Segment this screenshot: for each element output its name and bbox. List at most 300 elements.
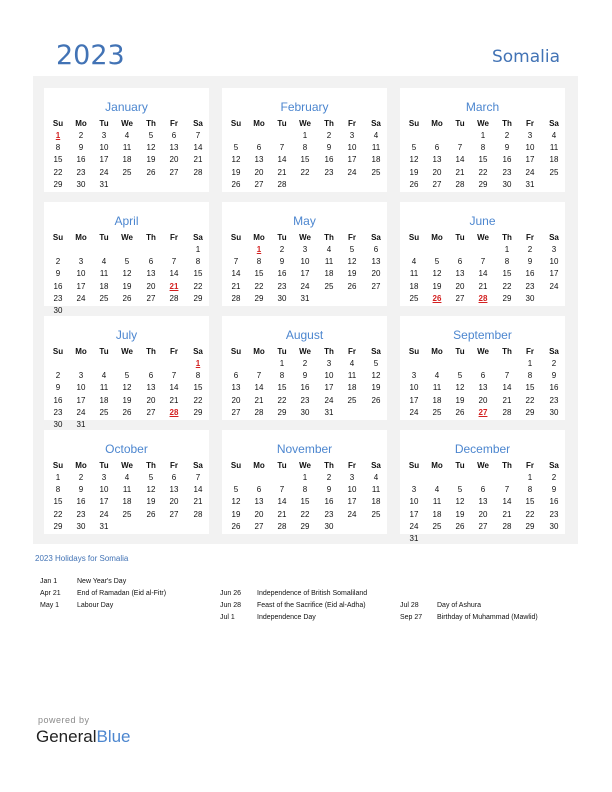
country-title: Somalia (491, 47, 560, 67)
day-cell: 14 (169, 269, 179, 279)
weekday-label: Tu (455, 461, 465, 470)
day-cell: 7 (256, 371, 262, 381)
day-cell: 22 (300, 167, 310, 177)
day-cell: 8 (480, 143, 486, 153)
day-cell: 4 (326, 245, 332, 254)
day-cell: 28 (193, 167, 203, 177)
weekday-label: Fr (526, 347, 534, 356)
weekday-label: Sa (193, 119, 203, 128)
weekday-label: Mo (431, 119, 443, 128)
weekday-header (222, 346, 387, 358)
day-cell: 29 (53, 179, 63, 189)
day-cell: 7 (171, 371, 177, 381)
day-cell: 10 (76, 383, 86, 393)
day-cell: 13 (146, 269, 156, 279)
month-september (400, 316, 565, 420)
day-cell: 23 (549, 509, 559, 519)
weekday-label: Tu (277, 233, 287, 242)
weekday-header (222, 232, 387, 244)
day-cell: 10 (525, 143, 535, 153)
weekday-label: Th (502, 461, 512, 470)
holiday-date: Jun 26 (220, 590, 242, 597)
day-cell: 1 (527, 473, 533, 482)
day-cell: 15 (502, 269, 512, 279)
weekday-label: Tu (99, 347, 109, 356)
day-cell: 1 (302, 131, 308, 140)
day-cell: 13 (478, 383, 488, 393)
day-cell: 5 (124, 257, 130, 267)
day-cell: 7 (195, 473, 201, 482)
day-cell: 1 (504, 245, 510, 254)
weekday-label: Th (324, 233, 334, 242)
day-cell: 11 (99, 269, 109, 279)
weekday-label: Tu (455, 233, 465, 242)
day-cell: 3 (411, 485, 417, 495)
day-cell: 21 (193, 497, 203, 507)
day-cell: 10 (300, 257, 310, 267)
day-cell: 18 (99, 395, 109, 405)
day-cell: 12 (455, 383, 465, 393)
day-cell: 7 (171, 257, 177, 267)
day-cell: 5 (148, 131, 154, 140)
day-cell: 16 (549, 383, 559, 393)
day-cell: 18 (99, 281, 109, 291)
day-cell: 5 (148, 473, 154, 482)
day-cell: 16 (277, 269, 287, 279)
day-cell: 8 (256, 257, 262, 267)
day-cell: 13 (455, 269, 465, 279)
day-cell: 22 (277, 395, 287, 405)
weekday-label: We (121, 233, 133, 242)
month-name: June (469, 214, 496, 228)
weekday-label: Tu (99, 119, 109, 128)
weekday-label: We (121, 461, 133, 470)
day-cell: 27 (455, 293, 465, 303)
day-cell: 9 (302, 371, 308, 381)
holiday-day-cell: 1 (195, 359, 201, 368)
weekday-label: Fr (348, 461, 356, 470)
weekday-label: Sa (371, 119, 381, 128)
day-cell: 14 (193, 143, 203, 153)
day-cell: 9 (551, 485, 557, 495)
month-name: August (285, 328, 324, 342)
day-cell: 8 (527, 371, 533, 381)
day-cell: 17 (76, 395, 86, 405)
day-cell: 9 (504, 143, 510, 153)
weekday-label: Th (324, 461, 334, 470)
holiday-date: Jun 28 (220, 602, 242, 609)
day-cell: 6 (148, 257, 154, 267)
day-cell: 2 (78, 473, 84, 482)
day-cell: 25 (371, 509, 381, 519)
weekday-label: We (477, 347, 489, 356)
day-cell: 6 (171, 131, 177, 140)
weekday-label: Th (324, 119, 334, 128)
month-december (400, 430, 565, 543)
weekday-label: Sa (193, 461, 203, 470)
day-cell: 18 (409, 281, 419, 291)
day-cell: 3 (78, 257, 84, 267)
day-cell: 15 (300, 497, 310, 507)
weekday-label: Tu (277, 119, 287, 128)
day-cell: 4 (101, 371, 107, 381)
day-cell: 5 (457, 485, 463, 495)
day-cell: 15 (193, 383, 203, 393)
day-cell: 8 (504, 257, 510, 267)
day-cell: 26 (455, 407, 465, 417)
day-cell: 18 (122, 155, 132, 165)
weekday-label: We (477, 233, 489, 242)
day-cell: 24 (76, 407, 86, 417)
day-cell: 11 (324, 257, 334, 267)
day-cell: 4 (373, 131, 379, 140)
day-cell: 19 (455, 395, 465, 405)
weekday-label: Tu (99, 461, 109, 470)
weekday-label: Fr (526, 461, 534, 470)
day-cell: 29 (193, 407, 203, 417)
holiday-date: Jan 1 (40, 578, 58, 585)
day-cell: 9 (78, 143, 84, 153)
day-cell: 30 (502, 179, 512, 189)
day-cell: 27 (169, 509, 179, 519)
weekday-label: Th (502, 347, 512, 356)
day-cell: 21 (455, 167, 465, 177)
day-cell: 22 (53, 167, 63, 177)
day-cell: 27 (254, 179, 264, 189)
weekday-label: Sa (549, 461, 559, 470)
day-cell: 22 (525, 509, 535, 519)
day-cell: 21 (502, 509, 512, 519)
holiday-day-cell: 1 (256, 245, 262, 254)
day-cell: 10 (99, 143, 109, 153)
weekday-label: Sa (371, 347, 381, 356)
weekday-label: Mo (75, 233, 87, 242)
day-cell: 21 (169, 395, 179, 405)
day-cell: 30 (549, 521, 559, 531)
day-cell: 26 (146, 509, 156, 519)
day-cell: 13 (169, 485, 179, 495)
day-cell: 17 (324, 383, 334, 393)
day-cell: 8 (527, 485, 533, 495)
day-cell: 6 (480, 371, 486, 381)
weekday-label: Th (502, 233, 512, 242)
day-cell: 17 (409, 395, 419, 405)
day-cell: 21 (277, 167, 287, 177)
day-cell: 16 (53, 395, 63, 405)
weekday-label: Mo (75, 461, 87, 470)
powered-by-text: powered by (38, 715, 90, 725)
day-cell: 24 (99, 509, 109, 519)
day-cell: 28 (169, 293, 179, 303)
day-cell: 14 (254, 383, 264, 393)
day-cell: 2 (55, 371, 61, 381)
day-cell: 30 (549, 407, 559, 417)
day-cell: 3 (101, 473, 107, 482)
weekday-label: We (299, 119, 311, 128)
day-cell: 9 (326, 485, 332, 495)
day-cell: 20 (432, 167, 442, 177)
day-cell: 10 (409, 383, 419, 393)
day-cell: 6 (171, 473, 177, 482)
day-cell: 19 (432, 281, 442, 291)
day-cell: 20 (478, 395, 488, 405)
day-cell: 24 (525, 167, 535, 177)
day-cell: 4 (411, 257, 417, 267)
day-cell: 24 (347, 509, 357, 519)
day-cell: 6 (480, 485, 486, 495)
day-cell: 25 (122, 509, 132, 519)
day-cell: 10 (409, 497, 419, 507)
day-cell: 19 (371, 383, 381, 393)
day-cell: 14 (502, 497, 512, 507)
day-cell: 18 (371, 155, 381, 165)
holiday-date: May 1 (40, 602, 60, 609)
weekday-header (400, 232, 565, 244)
day-cell: 14 (502, 383, 512, 393)
day-cell: 24 (347, 167, 357, 177)
day-cell: 24 (549, 281, 559, 291)
day-cell: 5 (411, 143, 417, 153)
day-cell: 26 (347, 281, 357, 291)
day-cell: 8 (302, 143, 308, 153)
day-cell: 11 (122, 143, 132, 153)
day-cell: 11 (122, 485, 132, 495)
day-cell: 25 (347, 395, 357, 405)
day-cell: 16 (549, 497, 559, 507)
weekday-header (222, 118, 387, 130)
weekday-label: We (299, 461, 311, 470)
day-cell: 9 (279, 257, 285, 267)
day-cell: 22 (502, 281, 512, 291)
day-cell: 17 (99, 155, 109, 165)
day-cell: 11 (371, 485, 381, 495)
day-cell: 27 (478, 521, 488, 531)
day-cell: 17 (300, 269, 310, 279)
day-cell: 23 (53, 407, 63, 417)
day-cell: 12 (146, 485, 156, 495)
weekday-label: Mo (253, 461, 265, 470)
weekday-label: Su (230, 347, 242, 356)
day-cell: 28 (502, 407, 512, 417)
day-cell: 27 (371, 281, 381, 291)
day-cell: 28 (277, 521, 287, 531)
day-cell: 24 (300, 281, 310, 291)
day-cell: 21 (502, 395, 512, 405)
day-cell: 31 (76, 420, 86, 429)
day-cell: 25 (371, 167, 381, 177)
day-cell: 25 (432, 521, 442, 531)
day-cell: 4 (349, 359, 355, 368)
day-cell: 12 (409, 155, 419, 165)
day-cell: 12 (455, 497, 465, 507)
day-cell: 29 (502, 293, 512, 303)
day-cell: 15 (53, 155, 63, 165)
weekday-label: Su (230, 461, 242, 470)
day-cell: 9 (326, 143, 332, 153)
weekday-label: Th (146, 233, 156, 242)
day-cell: 11 (371, 143, 381, 153)
weekday-label: Mo (253, 347, 265, 356)
day-cell: 24 (409, 521, 419, 531)
day-cell: 23 (324, 167, 334, 177)
holiday-date: Jul 1 (220, 614, 235, 621)
day-cell: 15 (193, 269, 203, 279)
day-cell: 31 (99, 521, 109, 531)
day-cell: 3 (302, 245, 308, 254)
day-cell: 3 (349, 473, 355, 482)
month-name: April (114, 214, 139, 228)
day-cell: 2 (326, 131, 332, 140)
month-march (400, 88, 565, 192)
day-cell: 2 (551, 473, 557, 482)
day-cell: 12 (122, 383, 132, 393)
day-cell: 28 (193, 509, 203, 519)
day-cell: 16 (76, 155, 86, 165)
weekday-label: Sa (371, 233, 381, 242)
day-cell: 9 (551, 371, 557, 381)
holiday-date: Jul 28 (400, 602, 419, 609)
day-cell: 28 (455, 179, 465, 189)
weekday-label: Fr (170, 119, 178, 128)
holiday-name: End of Ramadan (Eid al-Fitr) (77, 590, 167, 597)
month-august (222, 316, 387, 420)
weekday-label: Fr (170, 233, 178, 242)
day-cell: 30 (53, 420, 63, 429)
day-cell: 15 (277, 383, 287, 393)
day-cell: 29 (53, 521, 63, 531)
weekday-label: Tu (277, 347, 287, 356)
day-cell: 14 (169, 383, 179, 393)
weekday-label: Th (324, 347, 334, 356)
weekday-label: Sa (549, 233, 559, 242)
month-name: November (276, 442, 333, 456)
weekday-label: Fr (526, 119, 534, 128)
day-cell: 4 (101, 257, 107, 267)
day-cell: 13 (146, 383, 156, 393)
day-cell: 18 (371, 497, 381, 507)
day-cell: 14 (231, 269, 241, 279)
weekday-label: Su (408, 119, 420, 128)
day-cell: 3 (101, 131, 107, 140)
weekday-label: Fr (526, 233, 534, 242)
day-cell: 12 (347, 257, 357, 267)
day-cell: 7 (504, 371, 510, 381)
day-cell: 19 (146, 155, 156, 165)
day-cell: 2 (78, 131, 84, 140)
day-cell: 20 (371, 269, 381, 279)
day-cell: 23 (502, 167, 512, 177)
day-cell: 20 (478, 509, 488, 519)
day-cell: 12 (122, 269, 132, 279)
day-cell: 14 (478, 269, 488, 279)
day-cell: 17 (409, 509, 419, 519)
weekday-label: Tu (99, 233, 109, 242)
day-cell: 5 (349, 245, 355, 254)
weekday-label: We (477, 461, 489, 470)
day-cell: 1 (55, 473, 61, 482)
weekday-label: We (121, 119, 133, 128)
day-cell: 19 (409, 167, 419, 177)
weekday-label: Mo (253, 119, 265, 128)
day-cell: 3 (78, 371, 84, 381)
day-cell: 25 (409, 293, 419, 303)
day-cell: 18 (324, 269, 334, 279)
weekday-label: Th (502, 119, 512, 128)
day-cell: 20 (231, 395, 241, 405)
day-cell: 12 (146, 143, 156, 153)
day-cell: 17 (76, 281, 86, 291)
day-cell: 13 (478, 497, 488, 507)
day-cell: 25 (99, 293, 109, 303)
holidays-title: 2023 Holidays for Somalia (35, 554, 129, 563)
weekday-label: Fr (170, 461, 178, 470)
day-cell: 19 (122, 395, 132, 405)
day-cell: 15 (300, 155, 310, 165)
day-cell: 25 (99, 407, 109, 417)
weekday-label: Sa (549, 119, 559, 128)
weekday-label: Su (408, 347, 420, 356)
weekday-header (44, 346, 209, 358)
month-name: December (454, 442, 511, 456)
weekday-label: Th (146, 119, 156, 128)
generalblue-logo[interactable] (36, 727, 131, 747)
weekday-header (44, 232, 209, 244)
day-cell: 20 (169, 155, 179, 165)
month-name: February (280, 100, 329, 114)
weekday-label: Su (408, 461, 420, 470)
day-cell: 3 (326, 359, 332, 368)
day-cell: 30 (324, 521, 334, 531)
day-cell: 26 (231, 521, 241, 531)
weekday-label: Th (146, 347, 156, 356)
weekday-header (44, 460, 209, 472)
day-cell: 7 (504, 485, 510, 495)
day-cell: 22 (254, 281, 264, 291)
day-cell: 30 (300, 407, 310, 417)
holiday-name: Labour Day (77, 602, 114, 609)
day-cell: 29 (525, 407, 535, 417)
day-cell: 13 (231, 383, 241, 393)
holiday-name: New Year's Day (77, 578, 127, 585)
weekday-label: We (121, 347, 133, 356)
weekday-label: Tu (277, 461, 287, 470)
day-cell: 14 (277, 155, 287, 165)
day-cell: 19 (347, 269, 357, 279)
weekday-label: Mo (75, 119, 87, 128)
day-cell: 20 (169, 497, 179, 507)
day-cell: 8 (55, 485, 61, 495)
month-january (44, 88, 209, 192)
day-cell: 30 (277, 293, 287, 303)
day-cell: 2 (302, 359, 308, 368)
day-cell: 9 (55, 269, 61, 279)
brand-general: General (36, 727, 97, 746)
day-cell: 20 (254, 509, 264, 519)
day-cell: 21 (231, 281, 241, 291)
day-cell: 30 (76, 179, 86, 189)
day-cell: 1 (279, 359, 285, 368)
day-cell: 22 (525, 395, 535, 405)
month-june (400, 202, 565, 306)
weekday-label: Su (52, 461, 64, 470)
holiday-name: Day of Ashura (437, 602, 481, 609)
day-cell: 26 (122, 407, 132, 417)
weekday-label: Fr (170, 347, 178, 356)
weekday-label: Mo (75, 347, 87, 356)
day-cell: 14 (193, 485, 203, 495)
day-cell: 5 (457, 371, 463, 381)
day-cell: 16 (76, 497, 86, 507)
